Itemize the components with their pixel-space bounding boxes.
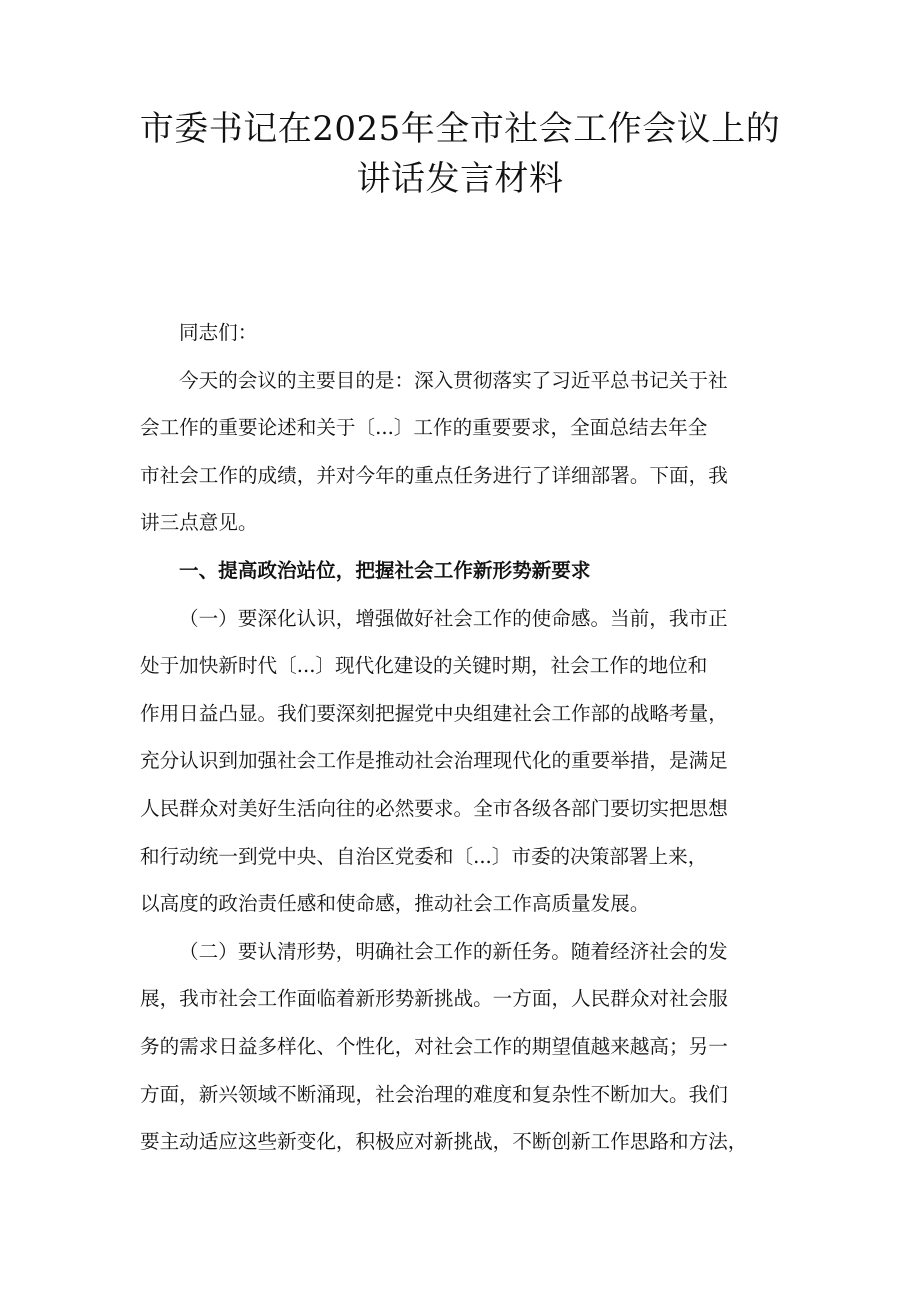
text-line: 讲三点意见。 xyxy=(140,511,258,535)
title-line-2: 讲话发言材料 xyxy=(356,159,564,199)
text-line: （一）要深化认识，增强做好社会工作的使命感。当前，我市正 xyxy=(179,606,728,630)
section-1-item-2 xyxy=(140,928,782,1166)
salutation-paragraph xyxy=(140,309,782,357)
title-line-1: 市委书记在2025年全市社会工作会议上的 xyxy=(139,109,781,149)
text-line: 和行动统一到党中央、自治区党委和〔...〕市委的决策部署上来， xyxy=(140,844,708,868)
text-line: 充分认识到加强社会工作是推动社会治理现代化的重要举措，是满足 xyxy=(140,749,728,773)
text-line: 会工作的重要论述和关于〔...〕工作的重要要求，全面总结去年全 xyxy=(140,416,708,440)
document-body xyxy=(140,309,782,1166)
intro-paragraph xyxy=(140,357,782,547)
text-line: 方面，新兴领域不断涌现，社会治理的难度和复杂性不断加大。我们 xyxy=(140,1082,728,1106)
heading-text: 一、提高政治站位，把握社会工作新形势新要求 xyxy=(179,558,591,582)
document-title xyxy=(0,104,920,204)
section-1-item-1 xyxy=(140,595,782,928)
text-line: 今天的会议的主要目的是：深入贯彻落实了习近平总书记关于社 xyxy=(179,368,728,392)
text-line: 人民群众对美好生活向往的必然要求。全市各级各部门要切实把思想 xyxy=(140,796,728,820)
text-line: 作用日益凸显。我们要深刻把握党中央组建社会工作部的战略考量， xyxy=(140,701,728,725)
text-line: （二）要认清形势，明确社会工作的新任务。随着经济社会的发 xyxy=(179,939,728,963)
salutation: 同志们： xyxy=(179,321,258,344)
text-line: 处于加快新时代〔...〕现代化建设的关键时期，社会工作的地位和 xyxy=(140,654,708,678)
text-line: 展，我市社会工作面临着新形势新挑战。一方面，人民群众对社会服 xyxy=(140,987,728,1011)
text-line: 务的需求日益多样化、个性化，对社会工作的期望值越来越高；另一 xyxy=(140,1034,728,1058)
text-line: 市社会工作的成绩，并对今年的重点任务进行了详细部署。下面，我 xyxy=(140,463,728,487)
text-line: 以高度的政治责任感和使命感，推动社会工作高质量发展。 xyxy=(140,892,650,916)
section-1-heading xyxy=(140,547,782,595)
text-line: 要主动适应这些新变化，积极应对新挑战，不断创新工作思路和方法， xyxy=(140,1130,748,1154)
